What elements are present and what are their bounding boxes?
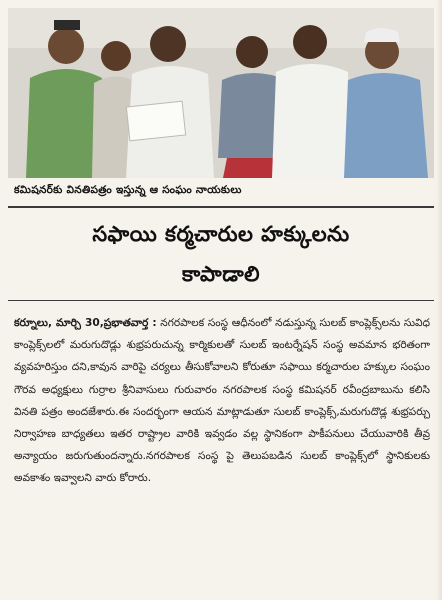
page-edge: [436, 0, 442, 600]
top-divider: [8, 206, 434, 208]
headline-line-1: సఫాయి కర్మచారుల హక్కులను: [92, 222, 350, 246]
headline-divider: [8, 300, 434, 301]
group-photo-icon: [8, 8, 434, 178]
headline-line-2: కాపాడాలి: [181, 262, 261, 286]
photo-caption-bar: [8, 180, 434, 202]
article-body: [14, 312, 430, 490]
article-text: నగరపాలక సంస్థ ఆధీనంలో నడుస్తున్న సులబ్ కాంప్లెక్స్‌లను సువిధ కాంప్లెక్స్‌లలో మరుగుదొడ్లు శుభ్రపరుచున్న కార్మికులతో సులబ్ ఇంటర్నేషన్ సంస్థ అవమాన భరితంగా వ్యవహరిస్తుం దని,కావున వారిపై చర్యలు తీసుకోవాలని కోరుతూ సఫాయి కర్మచారుల హక్కుల సంఘం గౌరవ అధ్యక్షులు గుర్రాల శ్రీనివాసులు గురువారం నగరపాలక సంస్థ కమిషనర్ రవీంద్రబాబును కలిసి వినతి పత్రం అందజేశారు.ఈ సందర్భంగా ఆయన మాట్లాడుతూ సులబ్ కాంప్లెక్స్,మరుగుదొడ్ల శుభ్రపర్చు నిర్వాహణ బాధ్యతలు ఇతర రాష్ట్రాల వారికి ఇవ్వడం వల్ల స్థానికంగా పాకీపనులు చేయువారికి తీవ్ర అన్యాయం జరుగుతుందన్నారు.నగరపాలక సంస్థ పై తెలుపబడిన సులబ్ కాంప్లెక్స్‌లో స్థానికులకు అవకాశం ఇవ్వాలని వారు కోరారు.: [14, 317, 430, 485]
group-photo: [8, 8, 434, 178]
article-dateline: కర్నూలు, మార్చి 30,ప్రభాతవార్త :: [14, 317, 157, 329]
photo-caption: కమిషనర్‌కు వినతిపత్రం ఇస్తున్న ఆ సంఘం నాయకులు: [14, 183, 242, 196]
